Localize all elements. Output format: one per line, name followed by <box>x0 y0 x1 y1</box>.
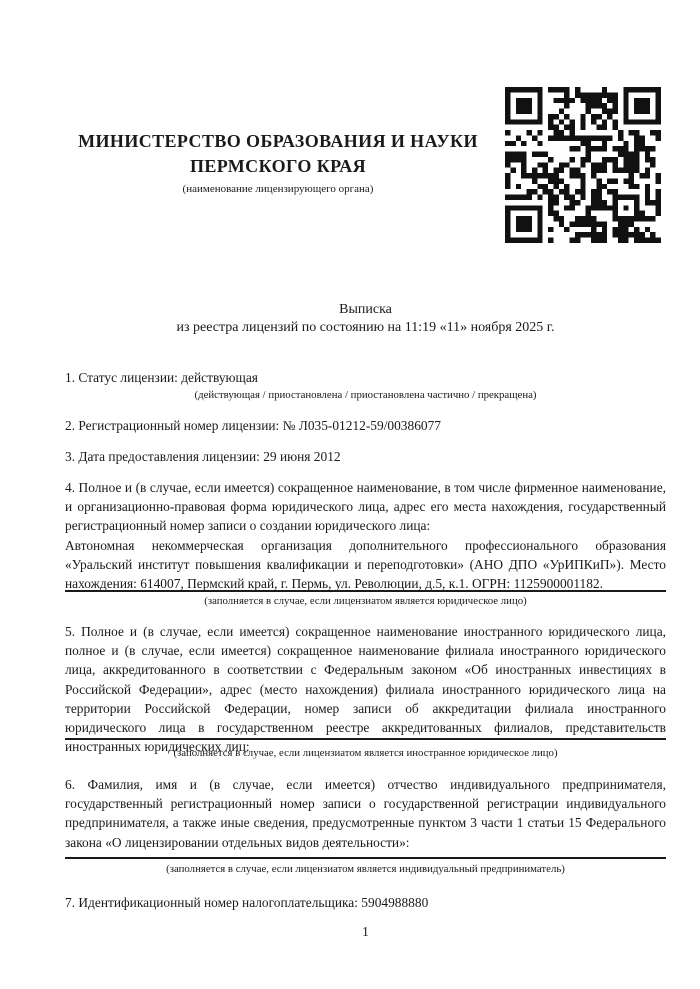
foreign-entity-label: 5. Полное и (в случае, если имеется) сокращенное наименование иностранного юридического лица, полное и (в случае, если имеется) сокращенное наименование филиала иностранного юридического лица, аккредитованного в соответствии с Федеральным законом «Об иностранных инвестициях в Российской Федерации», адрес (место нахождения) филиала иностранного юридического лица на территории Российской Федерации, номер записи об аккредитации филиала иностранного юридического лица в государственном реестре аккредитованных филиалов, представительств иностранных юридических лиц: <box>65 624 666 755</box>
licensing-authority-name-line2: ПЕРМСКОГО КРАЯ <box>189 156 367 176</box>
foreign-entity-caption: (заполняется в случае, если лицензиатом является иностранное юридическое лицо) <box>173 747 558 759</box>
document-title-line2: из реестра лицензий по состоянию на 11:19 «11» ноября 2025 г. <box>176 319 555 335</box>
grant-date-line: 3. Дата предоставления лицензии: 29 июня 2012 <box>65 449 341 464</box>
legal-entity-value: Автономная некоммерческая организация дополнительного профессионального образования «Уральский институт повышения квалификации и переподготовки» (АНО ДПО «УрИПКиП»). Место нахождения: 614007, Пермский край, г. Пермь, ул. Революции, д.5, к.1. ОГРН: 1125900001182. <box>65 537 666 592</box>
foreign-entity-fill-rule <box>65 738 666 740</box>
individual-entrepreneur-label: 6. Фамилия, имя и (в случае, если имеется) отчество индивидуального предпринимателя, государственный регистрационный номер записи о государственной регистрации индивидуального предпринимателя, а также иные сведения, предусмотренные пунктом 3 части 1 статьи 15 Федерального закона «О лицензировании отдельных видов деятельности»: <box>65 777 666 850</box>
qr-code-icon <box>505 87 661 243</box>
page-number: 1 <box>362 924 369 939</box>
header-block <box>65 129 491 196</box>
individual-entrepreneur-caption: (заполняется в случае, если лицензиатом является индивидуальный предприниматель) <box>166 863 565 875</box>
registration-number-line: 2. Регистрационный номер лицензии: № Л035-01212-59/00386077 <box>65 418 441 433</box>
document-title-line1: Выписка <box>339 302 392 317</box>
legal-entity-caption: (заполняется в случае, если лицензиатом является юридическое лицо) <box>204 595 527 607</box>
taxpayer-id-line: 7. Идентификационный номер налогоплательщика: 5904988880 <box>65 895 429 910</box>
foreign-entity-section <box>65 622 666 756</box>
legal-entity-label: 4. Полное и (в случае, если имеется) сокращенное наименование, в том числе фирменное наименование, и организационно-правовая форма юридического лица, адрес его места нахождения, государственный регистрационный номер записи о создании юридического лица: <box>65 480 666 534</box>
legal-entity-fill-rule <box>65 590 666 592</box>
licensing-authority-name <box>65 129 491 179</box>
document-title <box>65 301 666 336</box>
license-status-options-caption: (действующая / приостановлена / приостановлена частично / прекращена) <box>194 389 537 401</box>
licensing-authority-name-line1: МИНИСТЕРСТВО ОБРАЗОВАНИЯ И НАУКИ <box>78 131 478 151</box>
individual-entrepreneur-section <box>65 775 666 852</box>
individual-entrepreneur-fill-rule <box>65 857 666 859</box>
legal-entity-section <box>65 478 666 593</box>
licensing-authority-caption: (наименование лицензирующего органа) <box>182 183 374 195</box>
license-status-line: 1. Статус лицензии: действующая <box>65 370 258 385</box>
